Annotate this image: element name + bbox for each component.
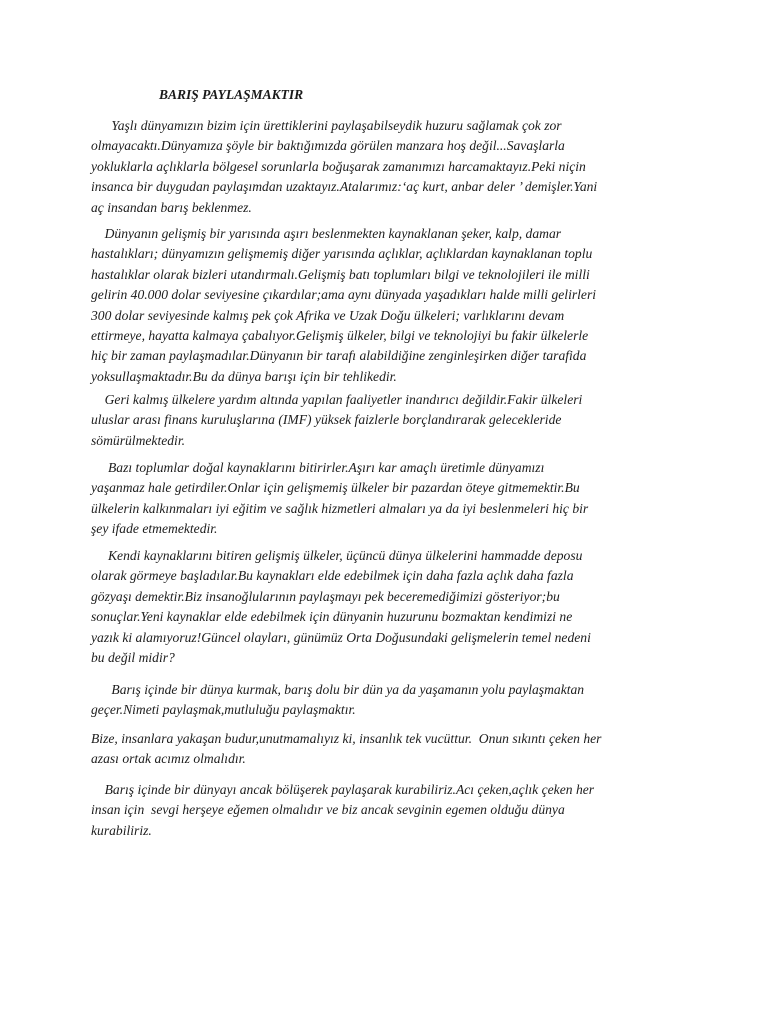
text-line: şey ifade etmemektedir. xyxy=(91,521,218,537)
text-line: gelirin 40.000 dolar seviyesine çıkardılar;ama aynı dünyada yaşadıkları halde milli gelirleri xyxy=(91,287,597,303)
paragraph xyxy=(91,116,681,218)
text-line: hastalıklar olarak bizleri utandırmalı.Gelişmiş batı toplumları bilgi ve teknolojileri ile milli xyxy=(91,266,590,282)
text-line: aç insandan barış beklenmez. xyxy=(91,199,252,215)
text-line: Barış içinde bir dünyayı ancak bölüşerek paylaşarak kurabiliriz.Acı çeken,açlık çeken her xyxy=(91,782,595,797)
text-line: bu değil midir? xyxy=(91,650,175,666)
text-line: yokluklarla açlıklarla bölgesel sorunlarla boğuşarak zamanımızı harcamaktayız.Peki niçin xyxy=(91,158,586,174)
text-line: Yaşlı dünyamızın bizim için ürettiklerini paylaşabilseydik huzuru sağlamak çok zor xyxy=(91,118,562,133)
paragraph xyxy=(91,780,681,841)
paragraph xyxy=(91,546,681,668)
text-line: yazık ki alamıyoruz!Güncel olayları, günümüz Orta Doğusundaki gelişmelerin temel nedeni xyxy=(91,629,591,645)
paragraph xyxy=(91,680,681,721)
text-line: insan için sevgi herşeye eğemen olmalıdır ve biz ancak sevginin egemen olduğu dünya xyxy=(91,802,565,818)
text-line: kurabiliriz. xyxy=(91,822,152,838)
text-line: ettirmeye, hayatta kalmaya çabalıyor.Gelişmiş ülkeler, bilgi ve teknolojiyi bu fakir ülkelerle xyxy=(91,328,589,344)
paragraph xyxy=(91,224,681,387)
text-line: uluslar arası finans kuruluşlarına (IMF) yüksek faizlerle borçlandırarak gelecekleride xyxy=(91,412,562,428)
paragraph xyxy=(91,390,681,451)
text-line: Bize, insanlara yakaşan budur,unutmamalıyız ki, insanlık tek vucüttur. Onun sıkıntı çeken her xyxy=(91,731,602,746)
document-title: BARIŞ PAYLAŞMAKTIR xyxy=(159,87,304,102)
text-line: sonuçlar.Yeni kaynaklar elde edebilmek için dünyanin huzurunu bozmaktan kendimizi ne xyxy=(91,609,573,625)
text-line: olmayacaktı.Dünyamıza şöyle bir baktığımızda görülen manzara hoş değil...Savaşlarla xyxy=(91,138,565,154)
text-line: Geri kalmış ülkelere yardım altında yapılan faaliyetler inandırıcı değildir.Fakir ülkeleri xyxy=(91,392,583,407)
text-line: ülkelerin kalkınmaları iyi eğitim ve sağlık hizmetleri almaları ya da iyi beslenmeleri hiç bir xyxy=(91,500,589,516)
text-line: Bazı toplumlar doğal kaynaklarını bitirirler.Aşırı kar amaçlı üretimle dünyamızı xyxy=(91,460,545,475)
text-line: gözyaşı demektir.Biz insanoğlularının paylaşmayı pek beceremediğimizi gösteriyor;bu xyxy=(91,588,560,604)
text-line: 300 dolar seviyesinde kalmış pek çok Afrika ve Uzak Doğu ülkeleri; varlıklarını devam xyxy=(91,307,565,323)
text-line: yoksullaşmaktadır.Bu da dünya barışı için bir tehlikedir. xyxy=(91,368,397,384)
paragraph xyxy=(91,729,681,770)
text-line: azası ortak acımız olmalıdır. xyxy=(91,751,246,767)
text-line: insanca bir duygudan paylaşımdan uzaktayız.Atalarımız:‘aç kurt, anbar deler ’ demişler.Yani xyxy=(91,179,598,195)
text-line: olarak görmeye başladılar.Bu kaynakları elde edebilmek için daha fazla açlık daha fazla xyxy=(91,568,574,584)
paragraph xyxy=(91,458,681,540)
text-line: geçer.Nimeti paylaşmak,mutluluğu paylaşmaktır. xyxy=(91,702,356,718)
text-line: hastalıkları; dünyamızın gelişmemiş diğer yarısında açlıklar, açlıklardan kaynaklanan toplu xyxy=(91,246,593,262)
text-line: Kendi kaynaklarını bitiren gelişmiş ülkeler, üçüncü dünya ülkelerini hammadde deposu xyxy=(91,548,583,563)
text-line: Dünyanın gelişmiş bir yarısında aşırı beslenmekten kaynaklanan şeker, kalp, damar xyxy=(91,226,562,241)
text-line: yaşanmaz hale getirdiler.Onlar için gelişmemiş ülkeler bir pazardan öteye gitmemektir.Bu xyxy=(91,480,580,496)
text-line: sömürülmektedir. xyxy=(91,432,186,448)
text-line: hiç bir zaman paylaşmadılar.Dünyanın bir tarafı alabildiğine zenginleşirken diğer tarafida xyxy=(91,348,587,364)
text-line: Barış içinde bir dünya kurmak, barış dolu bir dün ya da yaşamanın yolu paylaşmaktan xyxy=(91,682,585,697)
